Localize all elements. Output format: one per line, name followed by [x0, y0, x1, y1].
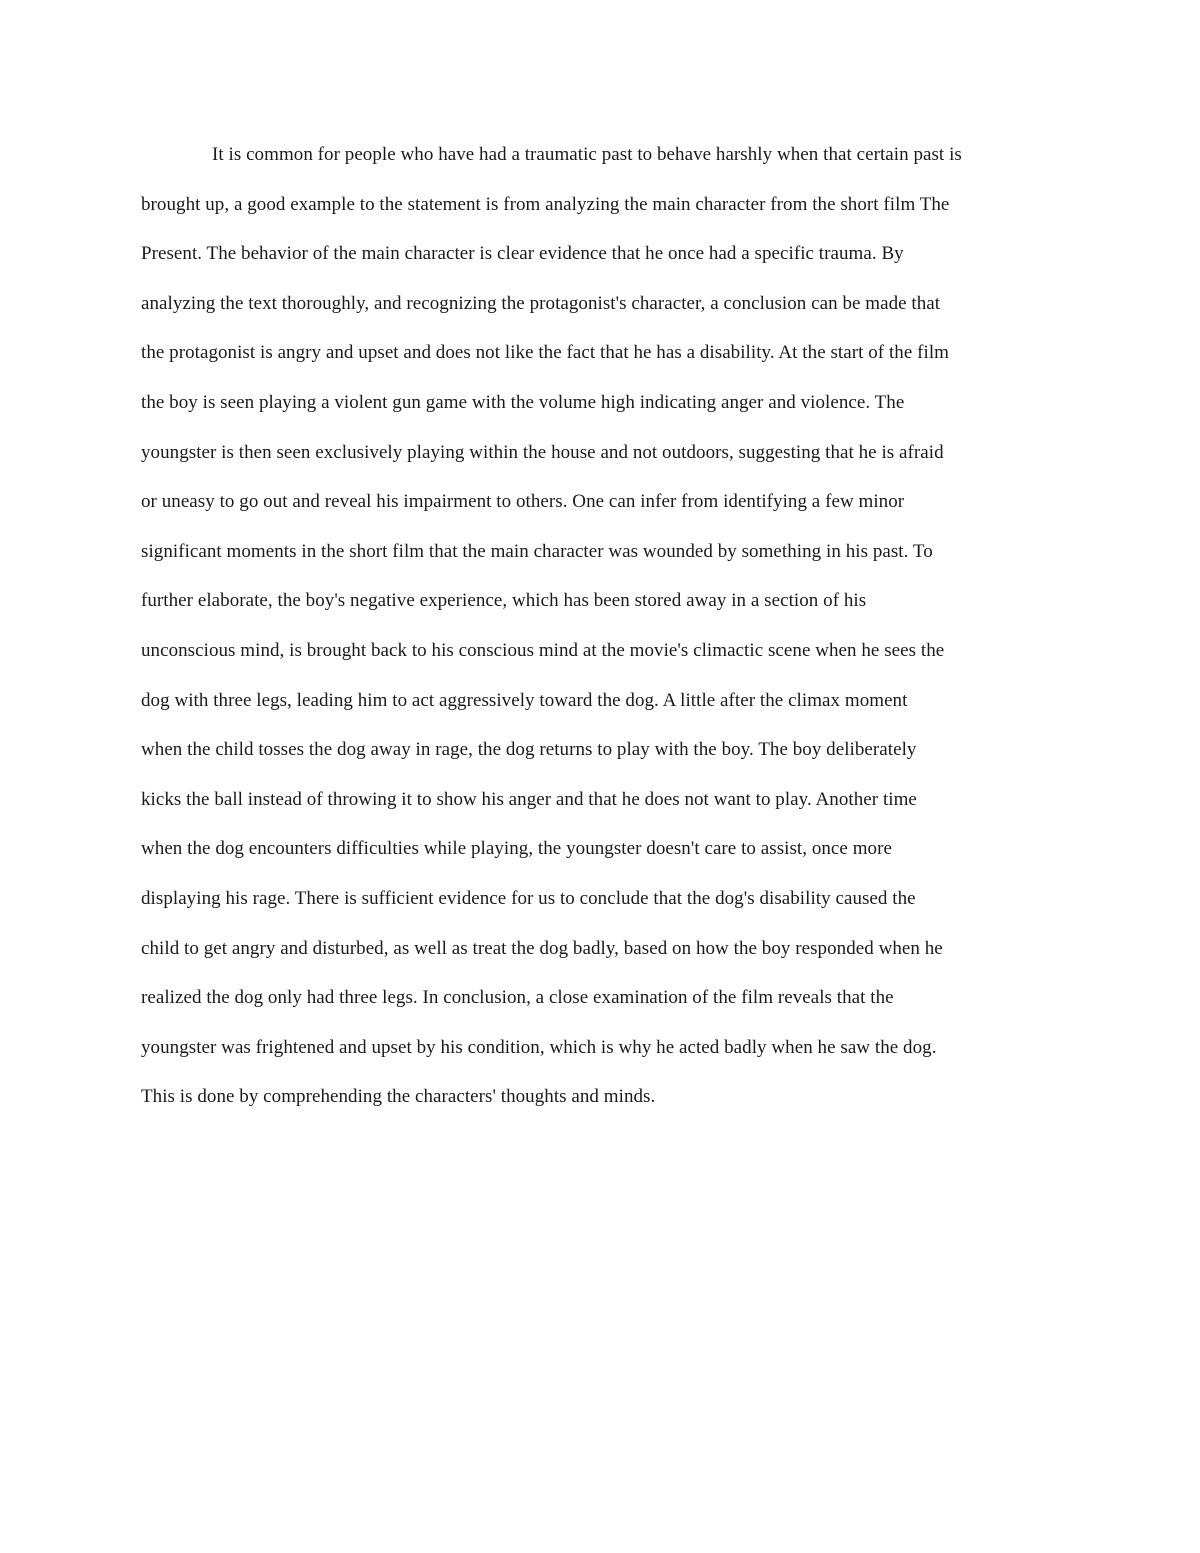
paragraph-line: unconscious mind, is brought back to his conscious mind at the movie's climactic scene when he sees the	[141, 639, 945, 661]
paragraph-line: when the dog encounters difficulties while playing, the youngster doesn't care to assist, once more	[141, 838, 892, 860]
paragraph-line: realized the dog only had three legs. In conclusion, a close examination of the film reveals that the	[141, 987, 894, 1009]
paragraph-line: displaying his rage. There is sufficient evidence for us to conclude that the dog's disability caused the	[141, 887, 916, 909]
paragraph-line: youngster was frightened and upset by his condition, which is why he acted badly when he saw the dog.	[141, 1036, 937, 1058]
paragraph-line: analyzing the text thoroughly, and recognizing the protagonist's character, a conclusion can be made that	[141, 292, 941, 314]
paragraph-line: the boy is seen playing a violent gun game with the volume high indicating anger and violence. The	[141, 391, 905, 413]
paragraph-line: kicks the ball instead of throwing it to show his anger and that he does not want to play. Another time	[141, 788, 917, 810]
paragraph-line: the protagonist is angry and upset and does not like the fact that he has a disability. At the start of the film	[141, 342, 949, 364]
paragraph-line: youngster is then seen exclusively playing within the house and not outdoors, suggesting that he is afraid	[141, 441, 944, 463]
paragraph-line: or uneasy to go out and reveal his impairment to others. One can infer from identifying a few minor	[141, 491, 905, 513]
paragraph-line: child to get angry and disturbed, as well as treat the dog badly, based on how the boy responded when he	[141, 937, 943, 959]
paragraph-line: It is common for people who have had a traumatic past to behave harshly when that certain past is	[212, 144, 962, 165]
paragraph-line: significant moments in the short film that the main character was wounded by something in his past. To	[141, 540, 933, 562]
paragraph-line: This is done by comprehending the characters' thoughts and minds.	[141, 1086, 656, 1108]
paragraph-line: when the child tosses the dog away in rage, the dog returns to play with the boy. The boy deliberately	[141, 739, 917, 761]
paragraph-line: Present. The behavior of the main character is clear evidence that he once had a specific trauma. By	[141, 243, 904, 265]
paragraph-line: further elaborate, the boy's negative experience, which has been stored away in a section of his	[141, 590, 867, 612]
paragraph-line: brought up, a good example to the statement is from analyzing the main character from the short film The	[141, 193, 950, 215]
essay-paragraph	[141, 137, 1071, 1129]
paragraph-line: dog with three legs, leading him to act aggressively toward the dog. A little after the climax moment	[141, 689, 908, 711]
